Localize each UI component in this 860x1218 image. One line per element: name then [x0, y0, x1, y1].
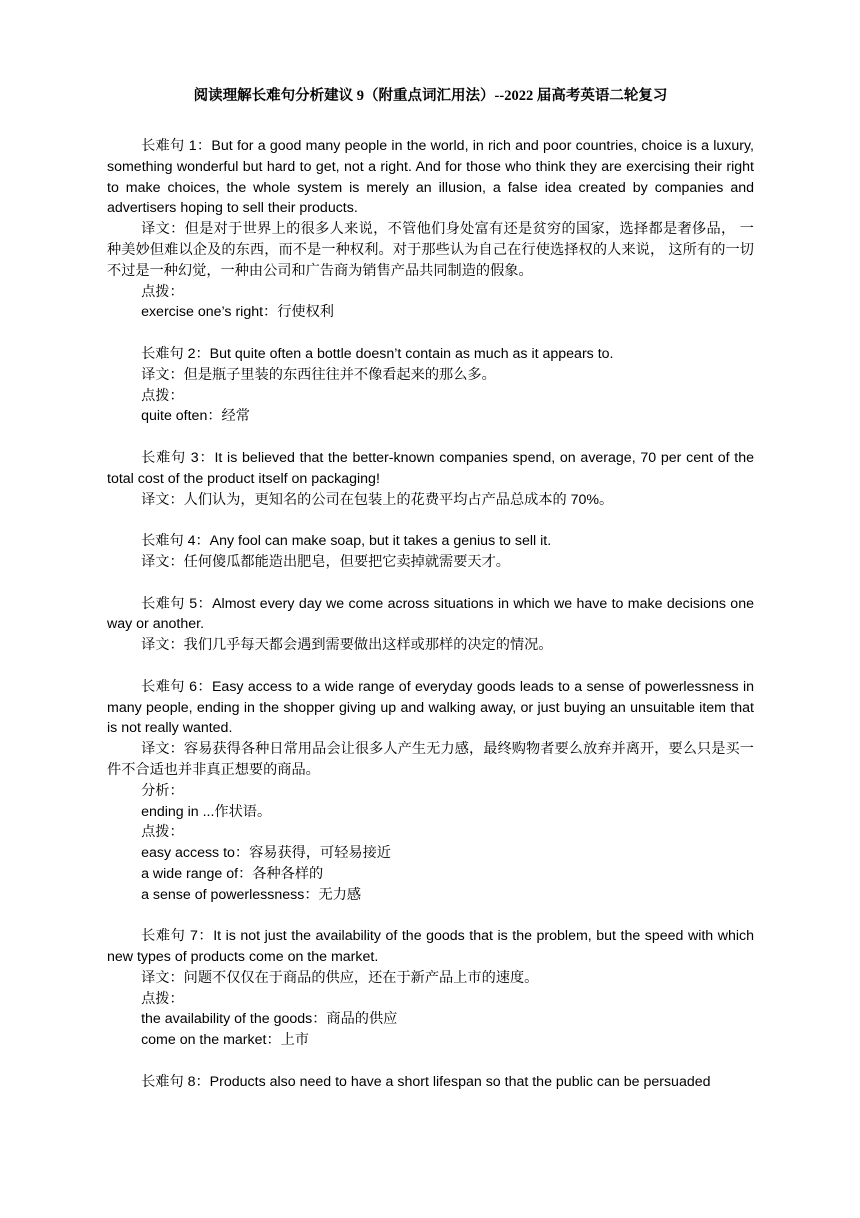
long-sentence [107, 344, 754, 365]
entry-5 [107, 594, 754, 656]
sentence-text: Products also need to have a short lifespan so that the public can be persuaded [209, 1073, 711, 1090]
translation: 译文：但是瓶子里装的东西往往并不像看起来的那么多。 [141, 366, 496, 383]
translation: 译文：任何傻瓜都能造出肥皂，但要把它卖掉就需要天才。 [141, 553, 510, 570]
sentence-label: 长难句 8： [141, 1073, 210, 1090]
translation: 译文：容易获得各种日常用品会让很多人产生无力感，最终购物者要么放弃并离开，要么只是买一件不合适也并非真正想要的商品。 [107, 741, 754, 778]
translation: 译文：问题不仅仅在于商品的供应，还在于新产品上市的速度。 [141, 969, 539, 986]
note-item: a sense of powerlessness：无力感 [141, 886, 362, 903]
sentence-label: 长难句 4： [141, 533, 210, 550]
sentence-text: But quite often a bottle doesn’t contain as much as it appears to. [209, 345, 614, 362]
entry-7 [107, 926, 754, 1051]
note-item: the availability of the goods：商品的供应 [141, 1011, 398, 1028]
analysis-label: 分析： [141, 782, 184, 799]
sentence-text: It is believed that the better-known companies spend, on average, 70 per cent of the total cost of the product itself on packaging! [107, 449, 754, 487]
entry-8 [107, 1072, 754, 1093]
note-item: easy access to：容易获得，可轻易接近 [141, 845, 391, 862]
sentence-text: It is not just the availability of the goods that is the problem, but the speed with which new types of products come on the market. [107, 928, 754, 966]
notes-label: 点拨： [141, 283, 184, 300]
sentence-label: 长难句 6： [141, 678, 212, 695]
entry-3 [107, 448, 754, 510]
long-sentence [107, 1072, 754, 1093]
sentence-label: 长难句 2： [141, 345, 210, 362]
notes-label: 点拨： [141, 824, 184, 841]
long-sentence [107, 594, 754, 636]
translation: 译文：我们几乎每天都会遇到需要做出这样或那样的决定的情况。 [141, 637, 553, 654]
long-sentence [107, 926, 754, 968]
sentence-text: Any fool can make soap, but it takes a genius to sell it. [209, 533, 552, 550]
analysis-text: ending in ...作状语。 [141, 803, 272, 820]
sentence-label: 长难句 5： [141, 595, 213, 612]
long-sentence [107, 677, 754, 739]
sentence-label: 长难句 1： [141, 138, 212, 154]
entry-6 [107, 677, 754, 906]
entry-2 [107, 344, 754, 427]
note-item: come on the market：上市 [141, 1032, 310, 1049]
sentence-label: 长难句 7： [141, 928, 214, 945]
note-item: quite often：经常 [141, 408, 250, 425]
entry-4 [107, 531, 754, 573]
long-sentence [107, 136, 754, 219]
sentence-text: Easy access to a wide range of everyday goods leads to a sense of powerlessness in many people, ending in the shopper giving up and walking away, or just buying an unsuitable item that is not really wanted. [107, 678, 754, 737]
sentence-text: Almost every day we come across situations in which we have to make decisions one way or another. [107, 595, 754, 633]
note-item: exercise one’s right：行使权利 [141, 304, 334, 321]
translation: 译文：人们认为，更知名的公司在包装上的花费平均占产品总成本的 70%。 [141, 491, 614, 508]
document-title: 阅读理解长难句分析建议 9（附重点词汇用法）--2022 届高考英语二轮复习 [193, 88, 668, 104]
long-sentence [107, 448, 754, 490]
entry-1 [107, 136, 754, 323]
sentence-label: 长难句 3： [141, 449, 215, 466]
notes-label: 点拨： [141, 990, 184, 1007]
notes-label: 点拨： [141, 387, 184, 404]
long-sentence [107, 531, 754, 552]
sentence-text: But for a good many people in the world, in rich and poor countries, choice is a luxury, something wonderful but hard to get, not a right. And for those who think they are exercising their right to make choices, the whole system is merely an illusion, a false idea created by companies and advertisers hoping to sell their products. [107, 138, 754, 217]
note-item: a wide range of：各种各样的 [141, 865, 324, 882]
translation: 译文：但是对于世界上的很多人来说，不管他们身处富有还是贫穷的国家，选择都是奢侈品， 一种美妙但难以企及的东西，而不是一种权利。对于那些认为自己在行使选择权的人来说， 这所有的一切不过是一种幻觉，一种由公司和广告商为销售产品共同制造的假象。 [107, 221, 754, 279]
